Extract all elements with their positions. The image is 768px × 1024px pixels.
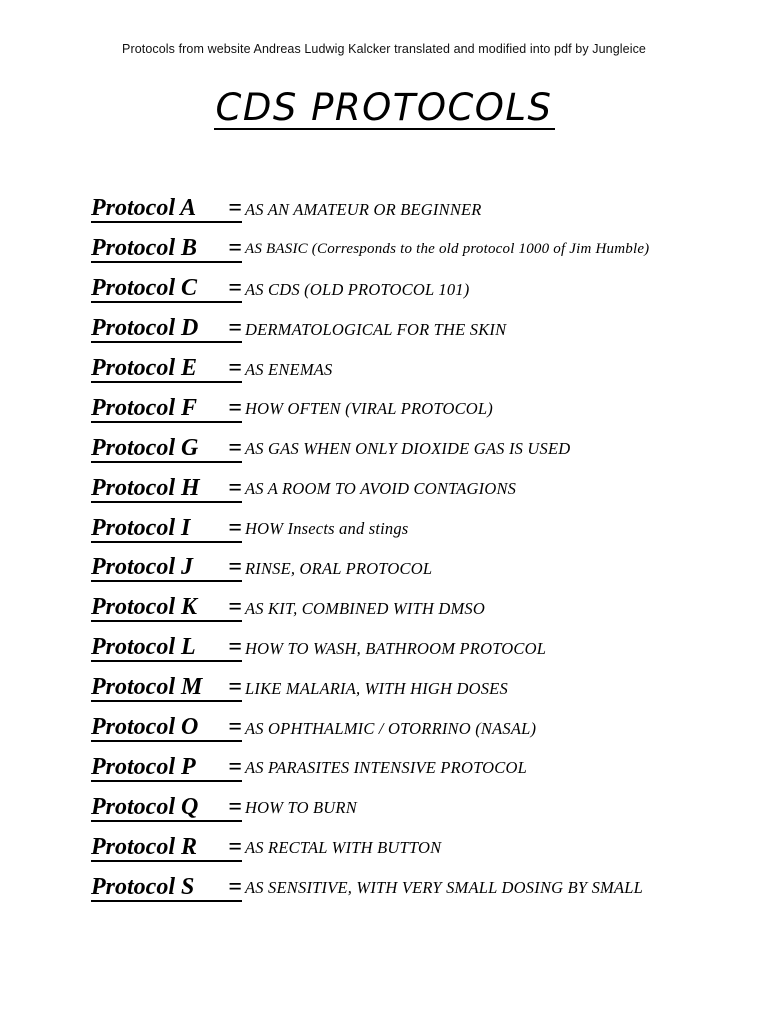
protocol-name: Protocol I xyxy=(91,514,191,541)
equals-sign: = xyxy=(228,235,242,262)
page-title-text: CDS PROTOCOLS xyxy=(215,86,553,129)
protocol-code xyxy=(91,635,242,662)
protocol-row xyxy=(91,270,761,310)
protocol-row xyxy=(91,589,761,629)
equals-sign: = xyxy=(228,594,242,621)
protocol-description: LIKE MALARIA, WITH HIGH DOSES xyxy=(245,678,508,698)
protocol-name: Protocol Q xyxy=(91,793,199,820)
protocol-row xyxy=(91,828,761,868)
protocol-code xyxy=(91,555,242,582)
protocol-row xyxy=(91,230,761,270)
protocol-row xyxy=(91,549,761,589)
protocol-row xyxy=(91,389,761,429)
protocol-row xyxy=(91,469,761,509)
protocol-list xyxy=(91,190,761,908)
equals-sign: = xyxy=(228,714,242,741)
equals-sign: = xyxy=(228,753,242,780)
header-note: Protocols from website Andreas Ludwig Kalcker translated and modified into pdf by Jungleice xyxy=(122,42,646,56)
protocol-row xyxy=(91,748,761,788)
protocol-description: AS SENSITIVE, WITH VERY SMALL DOSING BY SMALL xyxy=(245,878,643,898)
protocol-code xyxy=(91,715,242,742)
protocol-description: AS CDS (OLD PROTOCOL 101) xyxy=(245,279,470,299)
protocol-name: Protocol J xyxy=(91,554,193,581)
protocol-code xyxy=(91,795,242,822)
protocol-name: Protocol H xyxy=(91,474,200,501)
protocol-name: Protocol S xyxy=(91,873,195,900)
protocol-code xyxy=(91,316,242,343)
protocol-code xyxy=(91,595,242,622)
protocol-name: Protocol L xyxy=(91,634,196,661)
equals-sign: = xyxy=(228,394,242,421)
protocol-code xyxy=(91,236,242,263)
equals-sign: = xyxy=(228,195,242,222)
equals-sign: = xyxy=(228,315,242,342)
protocol-name: Protocol C xyxy=(91,275,197,302)
protocol-description: HOW Insects and stings xyxy=(245,519,409,539)
protocol-row xyxy=(91,509,761,549)
protocol-description: RINSE, ORAL PROTOCOL xyxy=(245,558,433,578)
protocol-description: AS A ROOM TO AVOID CONTAGIONS xyxy=(245,479,517,499)
protocol-code xyxy=(91,356,242,383)
equals-sign: = xyxy=(228,793,242,820)
page-title xyxy=(0,86,768,130)
protocol-description: AS ENEMAS xyxy=(245,359,333,379)
protocol-description: HOW OFTEN (VIRAL PROTOCOL) xyxy=(245,399,493,419)
equals-sign: = xyxy=(228,833,242,860)
protocol-description: AS AN AMATEUR OR BEGINNER xyxy=(245,199,482,219)
equals-sign: = xyxy=(228,275,242,302)
protocol-code xyxy=(91,196,242,223)
protocol-code xyxy=(91,675,242,702)
protocol-description: AS BASIC (Corresponds to the old protocol 1000 of Jim Humble) xyxy=(245,241,650,258)
protocol-code xyxy=(91,476,242,503)
protocol-name: Protocol F xyxy=(91,394,197,421)
protocol-name: Protocol G xyxy=(91,434,199,461)
equals-sign: = xyxy=(228,873,242,900)
protocol-code xyxy=(91,875,242,902)
protocol-name: Protocol B xyxy=(91,235,197,262)
protocol-code xyxy=(91,436,242,463)
protocol-row xyxy=(91,669,761,709)
equals-sign: = xyxy=(228,355,242,381)
protocol-description: AS OPHTHALMIC / OTORRINO (NASAL) xyxy=(245,718,537,738)
protocol-row xyxy=(91,310,761,350)
protocol-row xyxy=(91,190,761,230)
protocol-name: Protocol E xyxy=(91,355,197,381)
protocol-row xyxy=(91,429,761,469)
protocol-name: Protocol D xyxy=(91,315,199,342)
protocol-code xyxy=(91,276,242,303)
protocol-name: Protocol A xyxy=(91,195,197,222)
protocol-row xyxy=(91,868,761,908)
protocol-code xyxy=(91,835,242,862)
protocol-name: Protocol O xyxy=(91,714,199,741)
protocol-description: DERMATOLOGICAL FOR THE SKIN xyxy=(245,319,507,339)
protocol-code xyxy=(91,516,242,543)
protocol-code xyxy=(91,396,242,423)
protocol-description: AS GAS WHEN ONLY DIOXIDE GAS IS USED xyxy=(245,439,571,459)
protocol-row xyxy=(91,709,761,749)
equals-sign: = xyxy=(228,474,242,501)
protocol-name: Protocol K xyxy=(91,594,197,621)
protocol-name: Protocol R xyxy=(91,833,197,860)
equals-sign: = xyxy=(228,674,242,701)
equals-sign: = xyxy=(228,514,242,541)
equals-sign: = xyxy=(228,434,242,461)
protocol-row xyxy=(91,788,761,828)
protocol-row xyxy=(91,350,761,390)
protocol-description: AS PARASITES INTENSIVE PROTOCOL xyxy=(245,758,527,778)
protocol-row xyxy=(91,629,761,669)
protocol-description: HOW TO BURN xyxy=(245,798,357,818)
protocol-description: AS KIT, COMBINED WITH DMSO xyxy=(245,598,486,618)
protocol-description: AS RECTAL WITH BUTTON xyxy=(245,838,442,858)
protocol-code xyxy=(91,755,242,782)
equals-sign: = xyxy=(228,634,242,661)
protocol-name: Protocol M xyxy=(91,674,203,701)
protocol-description: HOW TO WASH, BATHROOM PROTOCOL xyxy=(245,638,547,658)
protocol-name: Protocol P xyxy=(91,753,196,780)
equals-sign: = xyxy=(228,554,242,581)
